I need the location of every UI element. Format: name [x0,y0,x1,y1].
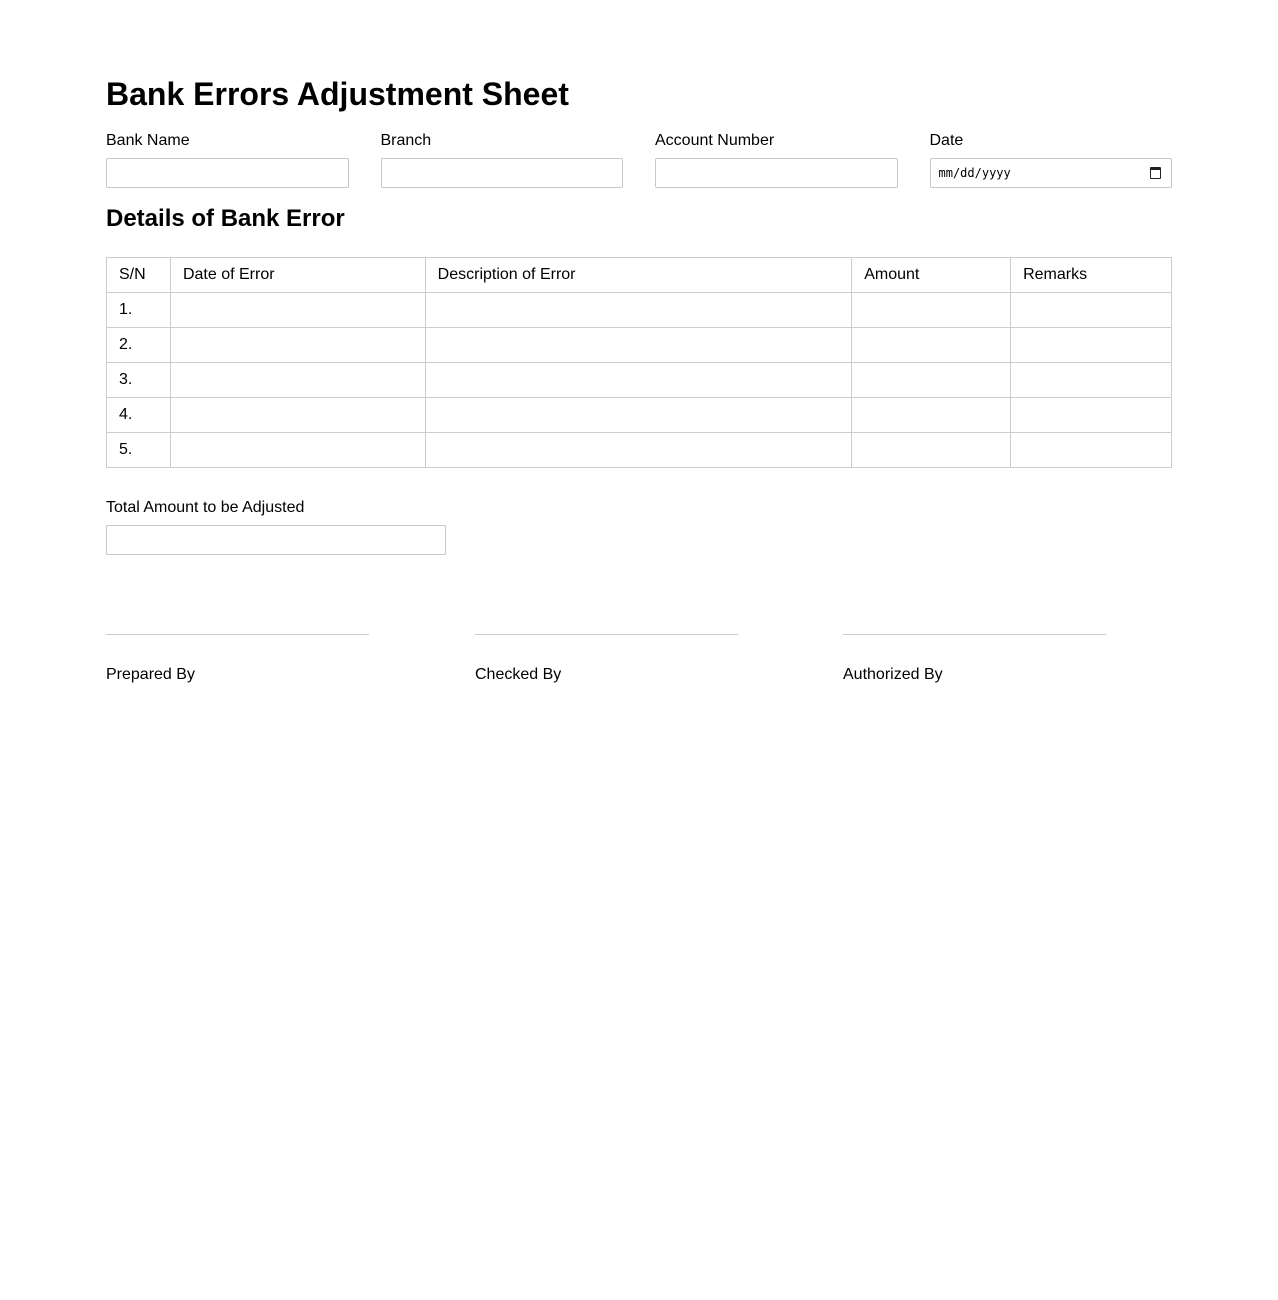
table-row [107,293,1172,328]
signature-line [106,634,369,635]
signature-label: Prepared By [106,666,195,683]
signature-label: Authorized By [843,666,943,683]
date-placeholder: mm/dd/yyyy [938,166,1011,180]
details-heading: Details of Bank Error [106,205,345,232]
cell-amount[interactable] [852,398,1011,433]
cell-date-of-error[interactable] [170,328,425,363]
cell-remarks[interactable] [1011,433,1172,468]
cell-amount[interactable] [852,328,1011,363]
cell-description[interactable] [425,293,852,328]
cell-sn: 2. [107,328,171,363]
cell-description[interactable] [425,398,852,433]
column-header-remarks: Remarks [1011,258,1172,293]
signature-line [475,634,738,635]
cell-description[interactable] [425,433,852,468]
column-header-date-of-error: Date of Error [170,258,425,293]
page-title: Bank Errors Adjustment Sheet [106,76,569,112]
date-input[interactable] [930,158,1173,188]
table-row [107,433,1172,468]
cell-description[interactable] [425,328,852,363]
cell-amount[interactable] [852,433,1011,468]
branch-field-group [381,131,624,188]
branch-input[interactable] [381,158,624,188]
table-row [107,328,1172,363]
total-amount-input[interactable] [106,525,446,555]
calendar-icon[interactable] [1150,167,1161,179]
signature-label: Checked By [475,666,562,683]
account-number-label: Account Number [655,132,775,149]
cell-remarks[interactable] [1011,398,1172,433]
bank-error-table [106,257,1172,468]
header-fields [106,131,1172,188]
cell-sn: 4. [107,398,171,433]
signature-line [843,634,1106,635]
cell-amount[interactable] [852,293,1011,328]
cell-description[interactable] [425,363,852,398]
signature-prepared-by [106,634,369,685]
cell-remarks[interactable] [1011,328,1172,363]
date-field-group [930,131,1173,188]
cell-date-of-error[interactable] [170,398,425,433]
account-number-field-group [655,131,898,188]
cell-amount[interactable] [852,363,1011,398]
cell-sn: 5. [107,433,171,468]
cell-date-of-error[interactable] [170,363,425,398]
signature-checked-by [475,634,738,685]
table-row [107,398,1172,433]
table-row [107,363,1172,398]
table-header-row [107,258,1172,293]
column-header-amount: Amount [852,258,1011,293]
bank-name-input[interactable] [106,158,349,188]
total-amount-label: Total Amount to be Adjusted [106,499,305,516]
account-number-input[interactable] [655,158,898,188]
date-label: Date [929,132,964,149]
cell-date-of-error[interactable] [170,433,425,468]
column-header-description: Description of Error [425,258,852,293]
bank-name-field-group [106,131,349,188]
signature-authorized-by [843,634,1106,685]
cell-sn: 1. [107,293,171,328]
branch-label: Branch [380,132,432,149]
total-amount-group [106,498,446,555]
cell-date-of-error[interactable] [170,293,425,328]
column-header-sn: S/N [107,258,171,293]
cell-remarks[interactable] [1011,293,1172,328]
bank-name-label: Bank Name [106,132,190,149]
cell-remarks[interactable] [1011,363,1172,398]
cell-sn: 3. [107,363,171,398]
